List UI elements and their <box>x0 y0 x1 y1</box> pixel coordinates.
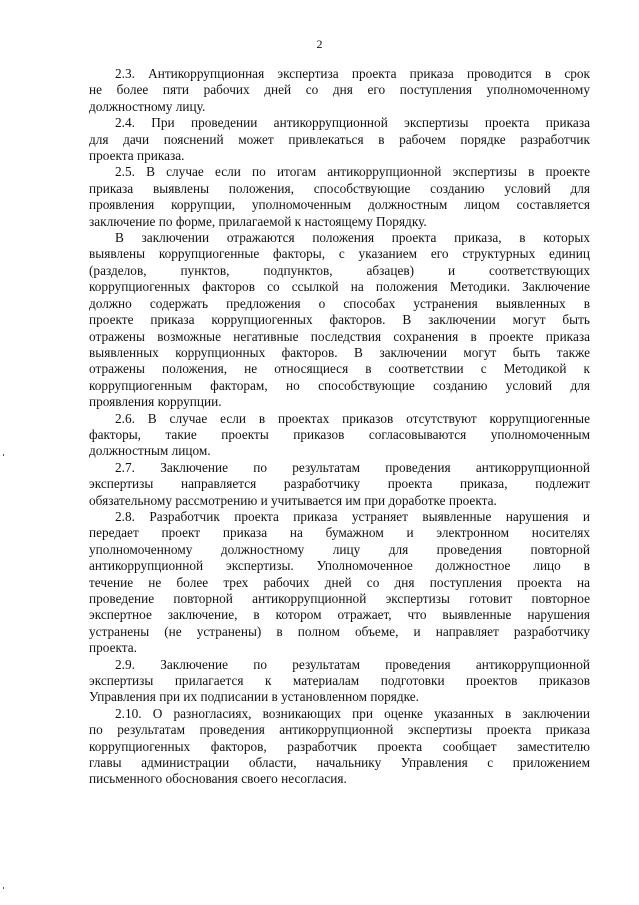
text-line: проявления коррупции, уполномоченным должностным лицом составляется <box>89 197 590 213</box>
text-line: 2.7. Заключение по результатам проведения антикоррупционной <box>115 459 590 475</box>
text-line: выявленных коррупционных факторов. В заключении могут быть также <box>89 344 590 360</box>
text-line: течение не более трех рабочих дней со дня поступления проекта на <box>89 574 590 590</box>
text-line: устранены (не устранены) в полном объеме, и направляет разработчику <box>89 623 590 639</box>
paragraph-2-10 <box>89 706 590 788</box>
paragraph-2-5 <box>89 164 590 230</box>
text-line: приказа выявлены положения, способствующие созданию условий для <box>89 180 590 196</box>
text-line: обязательному рассмотрению и учитывается им при доработке проекта. <box>89 492 497 508</box>
text-line: 2.6. В случае если в проектах приказов отсутствуют коррупциогенные <box>115 410 590 426</box>
text-line: уполномоченному должностному лицу для проведения повторной <box>89 541 590 557</box>
text-line: 2.5. В случае если по итогам антикоррупционной экспертизы в проекте <box>115 164 590 180</box>
text-line: антикоррупционной экспертизы. Уполномоченное должностное лицо в <box>89 558 590 574</box>
page-number: 2 <box>316 37 323 51</box>
text-line: по результатам проведения антикоррупционной экспертизы проекта приказа <box>89 722 590 738</box>
text-line: коррупциогенных факторов со ссылкой на положения Методики. Заключение <box>89 279 590 295</box>
paragraph-2-4 <box>89 115 590 164</box>
paragraph-conclusion <box>89 230 590 410</box>
text-line: экспертное заключение, в котором отражает, что выявленные нарушения <box>89 607 590 623</box>
text-line: экспертизы прилагается к материалам подготовки проектов приказов <box>89 673 590 689</box>
text-line: проявления коррупции. <box>89 394 222 410</box>
text-line: проведение повторной антикоррупционной экспертизы готовит повторное <box>89 591 590 606</box>
text-line: выявлены коррупциогенные факторы, с указанием его структурных единиц <box>89 246 590 262</box>
paragraph-2-9 <box>89 657 590 706</box>
text-line: должностным лицом. <box>89 443 211 459</box>
paragraph-2-6 <box>89 411 590 460</box>
text-line: 2.9. Заключение по результатам проведения антикоррупционной <box>115 656 590 672</box>
text-line: В заключении отражаются положения проекта приказа, в которых <box>115 230 590 246</box>
paragraph-2-7 <box>89 460 590 509</box>
paragraph-2-8 <box>89 509 590 657</box>
text-line: Управления при их подписании в установленном порядке. <box>89 689 419 705</box>
text-line: не более пяти рабочих дней со дня его поступления уполномоченному <box>89 82 590 98</box>
text-line: экспертизы направляется разработчику проекта приказа, подлежит <box>89 476 590 492</box>
text-line: заключение по форме, прилагаемой к настоящему Порядку. <box>89 213 427 229</box>
text-line: письменного обоснования своего несогласия. <box>89 771 347 787</box>
text-line: должностному лицу. <box>89 98 206 114</box>
paragraph-2-3 <box>89 66 590 115</box>
text-line: передает проект приказа на бумажном и электронном носителях <box>89 525 590 541</box>
text-line: проекта приказа. <box>89 148 185 164</box>
text-line: должно содержать предложения о способах устранения выявленных в <box>89 295 590 311</box>
text-line: 2.3. Антикоррупционная экспертиза проекта приказа проводится в срок <box>115 66 590 81</box>
text-line: коррупциогенных факторов, разработчик проекта сообщает заместителю <box>89 738 590 754</box>
text-line: проекта. <box>89 640 137 656</box>
text-line: факторы, такие проекты приказов согласовываются уполномоченным <box>89 426 590 442</box>
scan-mark <box>3 454 4 456</box>
text-line: для дачи пояснений может привлекаться в рабочем порядке разработчик <box>89 131 590 147</box>
text-line: (разделов, пунктов, подпунктов, абзацев) и соответствующих <box>89 262 590 278</box>
text-line: главы администрации области, начальнику Управления с приложением <box>89 755 590 771</box>
text-line: проекте приказа коррупциогенных факторов. В заключении могут быть <box>89 312 590 328</box>
scan-mark <box>3 887 4 889</box>
text-line: 2.4. При проведении антикоррупционной экспертизы проекта приказа <box>115 115 590 131</box>
text-line: 2.8. Разработчик проекта приказа устраняет выявленные нарушения и <box>115 508 590 524</box>
text-line: коррупциогенным факторам, но способствующие созданию условий для <box>89 377 590 393</box>
text-line: 2.10. О разногласиях, возникающих при оценке указанных в заключении <box>115 705 590 721</box>
text-line: отражены положения, не относящиеся в соответствии с Методикой к <box>89 361 590 377</box>
text-line: отражены возможные негативные последствия сохранения в проекте приказа <box>89 328 590 344</box>
document-body <box>89 66 590 788</box>
